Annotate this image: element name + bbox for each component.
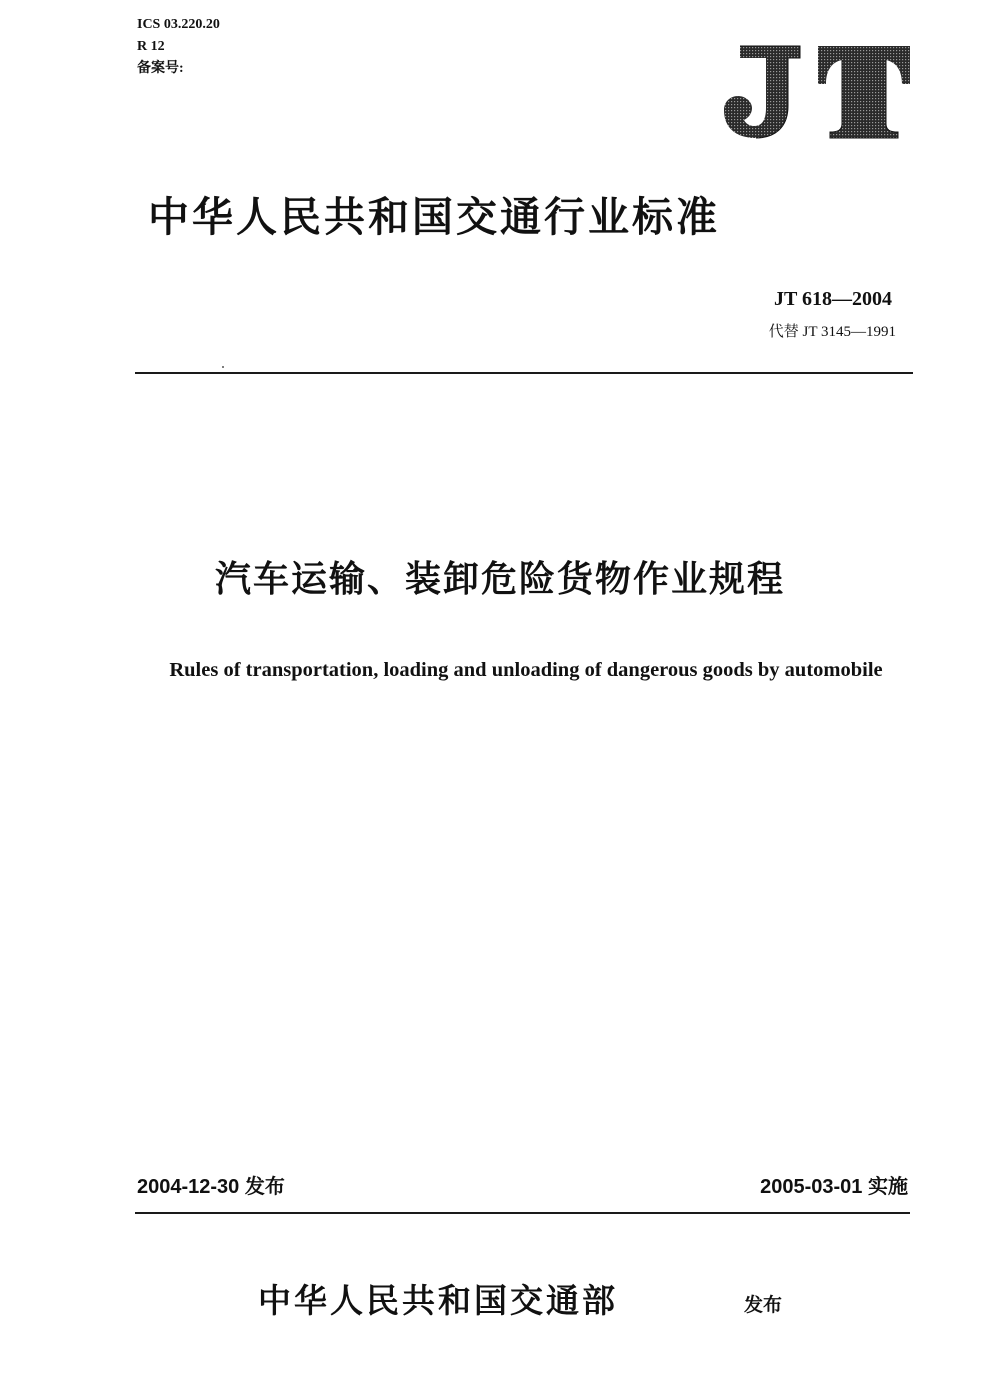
publish-label: 发布 [744,1294,783,1316]
meta-block [137,14,220,80]
main-title: 中华人民共和国交通行业标准 [148,193,720,241]
publisher-name: 中华人民共和国交通部 [258,1281,618,1320]
standard-number: JT 618—2004 [774,288,892,310]
implementation-date: 2005-03-01 实施 [760,1176,908,1198]
document-title-zh: 汽车运输、装卸危险货物作业规程 [214,559,785,600]
classification-code: R 12 [137,39,165,54]
document-title-en: Rules of transportation, loading and unloading of dangerous goods by automobile [169,659,883,681]
filing-number-label: 备案号: [137,61,184,76]
scan-speck [222,366,224,368]
issue-date: 2004-12-30 发布 [137,1176,285,1198]
jt-logo-icon [722,44,912,140]
replaces-standard: 代替 JT 3145—1991 [768,324,896,340]
ics-code: ICS 03.220.20 [137,17,220,32]
top-divider [135,372,913,374]
bottom-divider [135,1212,910,1214]
